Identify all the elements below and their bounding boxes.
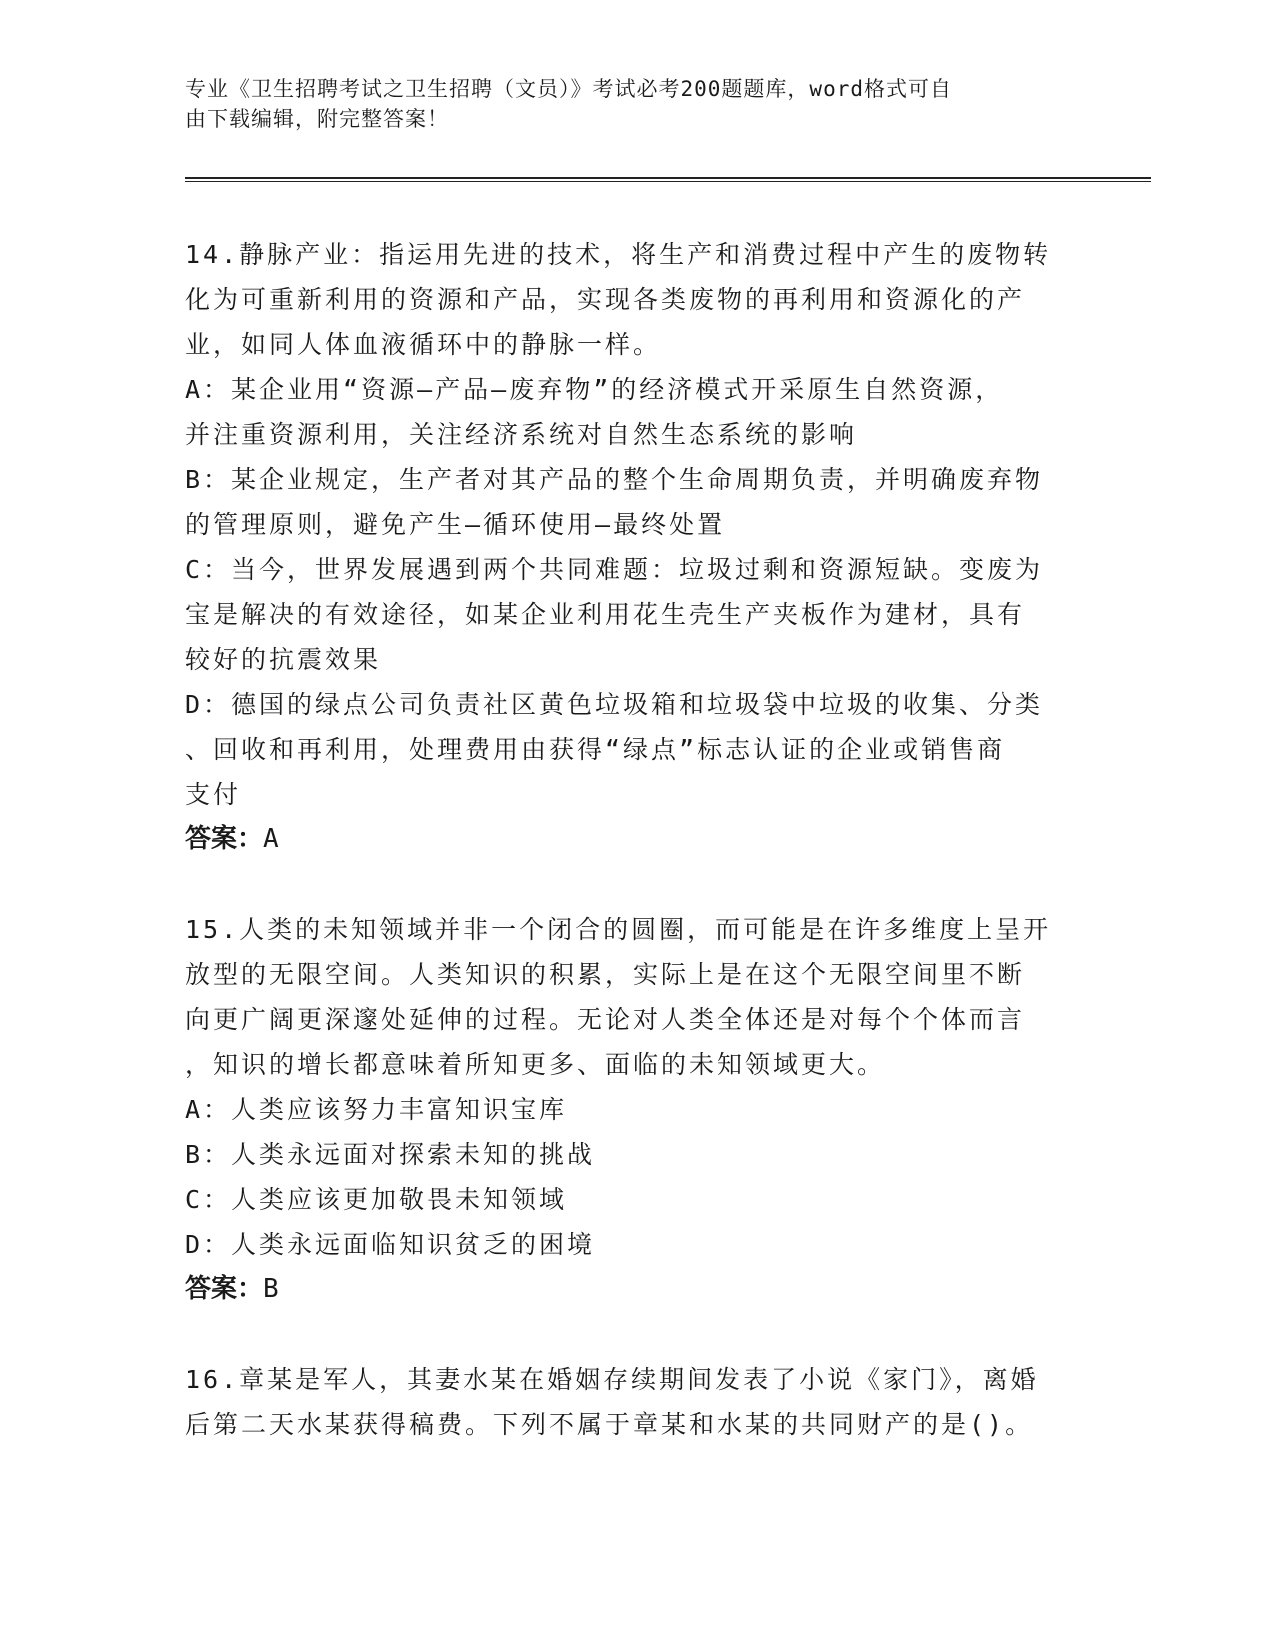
stem-line: 15.人类的未知领域并非一个闭合的圆圈，而可能是在许多维度上呈开 (185, 915, 1052, 944)
option-b (185, 457, 1085, 547)
stem-line: 业，如同人体血液循环中的静脉一样。 (185, 330, 662, 359)
option-line: A：人类应该努力丰富知识宝库 (185, 1095, 568, 1124)
header-rule-thin (185, 181, 1151, 182)
option-c (185, 1177, 1085, 1222)
question-stem (185, 907, 1085, 1087)
question-15 (185, 907, 1085, 1312)
option-line: 、回收和再利用，处理费用由获得“绿点”标志认证的企业或销售商 (185, 735, 1006, 764)
header-line-2: 由下载编辑，附完整答案！ (185, 107, 449, 131)
option-d (185, 1222, 1085, 1267)
option-line: 支付 (185, 780, 242, 809)
header-line-1: 专业《卫生招聘考试之卫生招聘（文员）》考试必考200题题库，word格式可自 (185, 77, 952, 101)
answer-label: 答案： (185, 1274, 264, 1304)
option-c (185, 547, 1085, 682)
option-line: D：德国的绿点公司负责社区黄色垃圾箱和垃圾袋中垃圾的收集、分类 (185, 690, 1044, 719)
stem-line: 化为可重新利用的资源和产品，实现各类废物的再利用和资源化的产 (185, 285, 1026, 314)
question-stem (185, 1357, 1085, 1447)
option-line: B：人类永远面对探索未知的挑战 (185, 1140, 596, 1169)
option-line: D：人类永远面临知识贫乏的困境 (185, 1230, 596, 1259)
document-header (185, 74, 1085, 134)
option-a (185, 1087, 1085, 1132)
question-list (185, 232, 1085, 1492)
option-line: 宝是解决的有效途径，如某企业利用花生壳生产夹板作为建材，具有 (185, 600, 1026, 629)
option-line: C：人类应该更加敬畏未知领域 (185, 1185, 568, 1214)
question-stem (185, 232, 1085, 367)
option-line: 并注重资源利用，关注经济系统对自然生态系统的影响 (185, 420, 858, 449)
stem-line: 16.章某是军人，其妻水某在婚姻存续期间发表了小说《家门》，离婚 (185, 1365, 1039, 1394)
option-line: A：某企业用“资源—产品—废弃物”的经济模式开采原生自然资源， (185, 375, 1004, 404)
stem-line: 14.静脉产业：指运用先进的技术，将生产和消费过程中产生的废物转 (185, 240, 1052, 269)
question-16 (185, 1357, 1085, 1447)
stem-line: 向更广阔更深邃处延伸的过程。无论对人类全体还是对每个个体而言 (185, 1005, 1026, 1034)
option-line: 较好的抗震效果 (185, 645, 382, 674)
answer-value: B (263, 1274, 279, 1304)
option-d (185, 682, 1085, 817)
answer-value: A (263, 824, 279, 854)
header-rule-thick (185, 177, 1151, 179)
option-line: 的管理原则，避免产生—循环使用—最终处置 (185, 510, 726, 539)
answer-line (185, 817, 1085, 862)
answer-label: 答案： (185, 824, 264, 854)
option-line: C：当今，世界发展遇到两个共同难题：垃圾过剩和资源短缺。变废为 (185, 555, 1044, 584)
stem-line: 后第二天水某获得稿费。下列不属于章某和水某的共同财产的是()。 (185, 1410, 1034, 1439)
option-a (185, 367, 1085, 457)
answer-line (185, 1267, 1085, 1312)
option-line: B：某企业规定，生产者对其产品的整个生命周期负责，并明确废弃物 (185, 465, 1044, 494)
stem-line: ，知识的增长都意味着所知更多、面临的未知领域更大。 (185, 1050, 886, 1079)
stem-line: 放型的无限空间。人类知识的积累，实际上是在这个无限空间里不断 (185, 960, 1026, 989)
question-14 (185, 232, 1085, 862)
option-b (185, 1132, 1085, 1177)
